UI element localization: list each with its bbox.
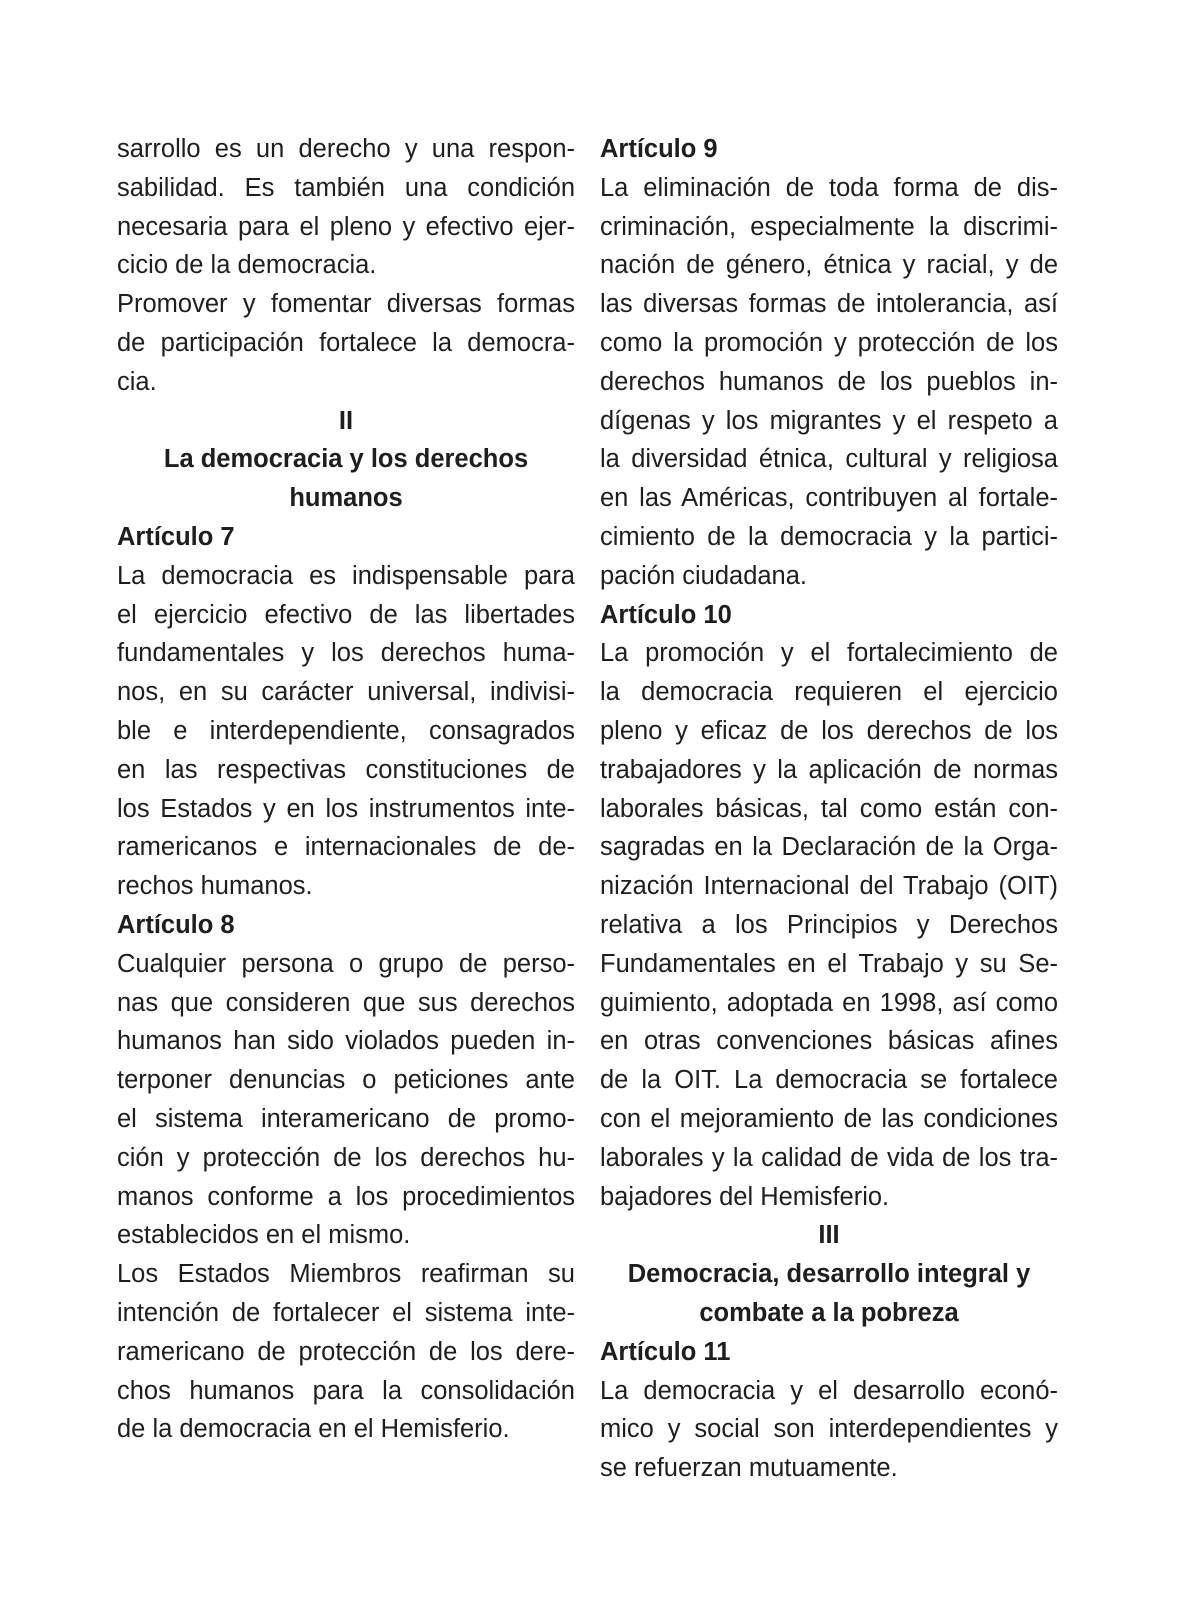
text-line: se refuerzan mutuamente. <box>600 1454 898 1483</box>
section-number: II <box>338 406 354 435</box>
text-line: en otras convenciones básicas afines <box>600 1027 1058 1056</box>
article-7 <box>117 518 575 906</box>
right-column <box>600 130 1058 1488</box>
article-11 <box>600 1333 1058 1488</box>
text-line: trabajadores y la aplicación de normas <box>600 755 1058 784</box>
text-line: los Estados y en los instrumentos inte- <box>117 794 575 823</box>
text-line: nación de género, étnica y racial, y de <box>600 251 1058 280</box>
text-line: criminación, especialmente la discrimi- <box>600 212 1058 241</box>
text-line: La democracia y el desarrollo econó- <box>600 1376 1058 1405</box>
text-line: La democracia es indispensable para <box>117 561 575 590</box>
text-line: las diversas formas de intolerancia, así <box>600 290 1058 319</box>
text-line: Los Estados Miembros reafirman su <box>117 1260 575 1289</box>
text-line: cia. <box>117 367 157 396</box>
text-line: de la democracia en el Hemisferio. <box>117 1415 510 1444</box>
text-line: La promoción y el fortalecimiento de <box>600 639 1058 668</box>
section-title: combate a la pobreza <box>699 1298 959 1327</box>
text-line: ción y protección de los derechos hu- <box>117 1143 575 1172</box>
text-line: Cualquier persona o grupo de perso- <box>117 949 575 978</box>
text-line: guimiento, adoptada en 1998, así como <box>600 988 1058 1017</box>
section-title: Democracia, desarrollo integral y <box>627 1260 1031 1289</box>
text-line: necesaria para el pleno y efectivo ejer- <box>117 212 575 241</box>
article-heading: Artículo 7 <box>117 522 235 551</box>
text-line: el sistema interamericano de promo- <box>117 1104 575 1133</box>
text-line: en las respectivas constituciones de <box>117 755 575 784</box>
text-line: cimiento de la democracia y la partici- <box>600 522 1058 551</box>
text-line: relativa a los Principios y Derechos <box>600 910 1058 939</box>
article-heading: Artículo 11 <box>600 1337 731 1366</box>
text-line: con el mejoramiento de las condiciones <box>600 1104 1058 1133</box>
paragraph-intro-1 <box>117 130 575 285</box>
text-line: rechos humanos. <box>117 872 313 901</box>
text-line: de participación fortalece la democra- <box>117 328 575 357</box>
text-line: humanos han sido violados pueden in- <box>117 1027 575 1056</box>
article-10 <box>600 596 1058 1217</box>
left-column <box>117 130 575 1449</box>
text-line: ramericanos e internacionales de de- <box>117 833 575 862</box>
text-line: como la promoción y protección de los <box>600 328 1058 357</box>
article-9 <box>600 130 1058 596</box>
text-line: Promover y fomentar diversas formas <box>117 290 575 319</box>
text-line: la diversidad étnica, cultural y religiosa <box>600 445 1058 474</box>
text-line: laborales y la calidad de vida de los tra- <box>600 1143 1058 1172</box>
text-line: sarrollo es un derecho y una respon- <box>117 135 575 163</box>
text-line: terponer denuncias o peticiones ante <box>117 1066 575 1095</box>
text-line: bajadores del Hemisferio. <box>600 1182 890 1211</box>
text-line: mico y social son interdependientes y <box>600 1415 1058 1444</box>
text-line: nización Internacional del Trabajo (OIT) <box>600 872 1058 901</box>
text-line: La eliminación de toda forma de dis- <box>600 173 1058 202</box>
article-heading: Artículo 8 <box>117 910 235 939</box>
text-line: sabilidad. Es también una condición <box>117 173 575 202</box>
section-heading-iii <box>600 1216 1058 1332</box>
section-title: humanos <box>289 484 403 513</box>
text-line: intención de fortalecer el sistema inte- <box>117 1298 575 1327</box>
article-heading: Artículo 10 <box>600 600 732 629</box>
text-line: en las Américas, contribuyen al fortale- <box>600 484 1058 513</box>
text-line: manos conforme a los procedimientos <box>117 1182 575 1211</box>
text-line: pleno y eficaz de los derechos de los <box>600 716 1058 745</box>
article-8 <box>117 906 575 1449</box>
text-line: la democracia requieren el ejercicio <box>600 678 1058 707</box>
text-line: fundamentales y los derechos huma- <box>117 639 575 668</box>
text-line: ble e interdependiente, consagrados <box>117 716 575 745</box>
text-line: derechos humanos de los pueblos in- <box>600 367 1058 396</box>
text-line: nas que consideren que sus derechos <box>117 988 575 1017</box>
text-line: laborales básicas, tal como están con- <box>600 794 1058 823</box>
text-line: chos humanos para la consolidación <box>117 1376 575 1405</box>
text-line: de la OIT. La democracia se fortalece <box>600 1066 1058 1095</box>
text-line: sagradas en la Declaración de la Orga- <box>600 833 1058 862</box>
section-number: III <box>818 1221 840 1250</box>
section-heading-ii <box>117 402 575 518</box>
text-line: el ejercicio efectivo de las libertades <box>117 600 575 629</box>
text-line: cicio de la democracia. <box>117 251 377 280</box>
article-heading: Artículo 9 <box>600 135 718 163</box>
paragraph-intro-2 <box>117 285 575 401</box>
text-line: nos, en su carácter universal, indivisi- <box>117 678 575 707</box>
text-line: ramericano de protección de los dere- <box>117 1337 575 1366</box>
section-title: La democracia y los derechos <box>163 445 529 474</box>
text-line: pación ciudadana. <box>600 561 808 590</box>
text-line: Fundamentales en el Trabajo y su Se- <box>600 949 1058 978</box>
text-line: dígenas y los migrantes y el respeto a <box>600 406 1058 435</box>
text-line: establecidos en el mismo. <box>117 1221 411 1250</box>
